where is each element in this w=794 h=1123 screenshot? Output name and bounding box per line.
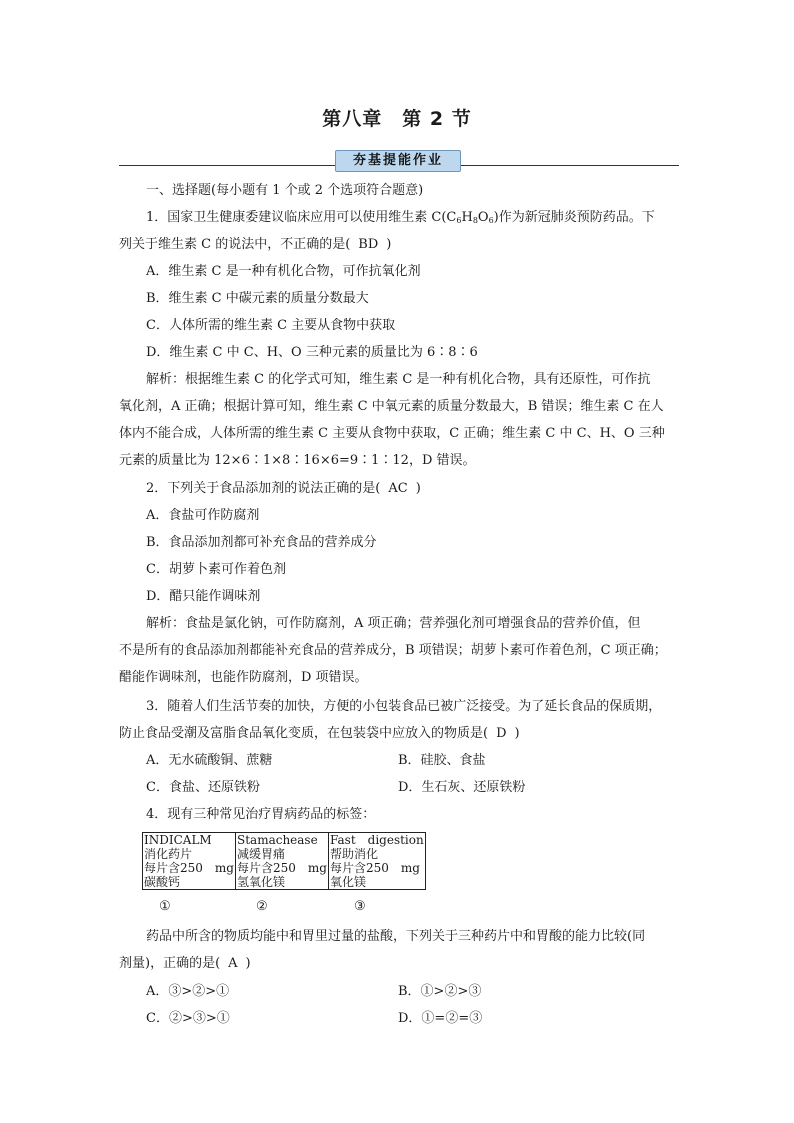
q1-stem-b: )作为新冠肺炎预防药品。下 <box>493 210 655 225</box>
q1-h: H <box>461 210 473 225</box>
q4-option-d: D．①=②=③ <box>398 1011 483 1026</box>
q4-stem: 4．现有三种常见治疗胃病药品的标签： <box>146 807 376 822</box>
q1-option-d: D．维生素 C 中 C、H、O 三种元素的质量比为 6∶8∶6 <box>146 345 478 360</box>
q1-close: ) <box>386 237 392 252</box>
label-marker-2: ② <box>256 899 268 914</box>
q4-option-a: A．③>②>① <box>146 984 230 999</box>
q4-answer: A <box>228 956 238 971</box>
q3-answer: D <box>496 726 507 741</box>
label-use: 减缓胃痛 <box>237 847 286 861</box>
q4-option-b: B．①>②>③ <box>398 984 482 999</box>
q3-stem-line1: 3．随着人们生活节奏的加快，方便的小包装食品已被广泛接受。为了延长食品的保质期， <box>146 699 662 714</box>
q3-stem-line2-text: 防止食品受潮及富脂食品氧化变质，在包装袋中应放入的物质是( <box>119 726 489 741</box>
q1-stem-line2 <box>119 236 391 253</box>
q4-followup-line1: 药品中所含的物质均能中和胃里过量的盐酸，下列关于三种药片中和胃酸的能力比较(同 <box>146 929 646 944</box>
q3-option-b: B．硅胶、食盐 <box>398 753 486 768</box>
page-title: 第八章 第 2 节 <box>322 108 472 130</box>
q1-option-a: A．维生素 C 是一种有机化合物，可作抗氧化剂 <box>146 264 421 279</box>
q3-stem-line2 <box>119 725 520 742</box>
medicine-label <box>329 833 426 890</box>
medicine-label <box>236 833 329 890</box>
q1-answer: BD <box>358 237 379 252</box>
label-ingredient: 氧化镁 <box>330 875 367 889</box>
q2-analysis-line3: 醋能作调味剂，也能作防腐剂，D 项错误。 <box>119 670 368 685</box>
q3-option-d: D．生石灰、还原铁粉 <box>398 780 526 795</box>
label-dose: 每片含250 mg <box>330 861 420 875</box>
q1-sub-o: 6 <box>488 216 494 225</box>
q3-option-a: A．无水硫酸铜、蔗糖 <box>146 753 273 768</box>
label-brand: Stamachease <box>237 833 318 847</box>
q2-option-c: C．胡萝卜素可作着色剂 <box>146 562 286 577</box>
q1-analysis-line3: 体内不能合成，人体所需的维生素 C 主要从食物中获取，C 正确；维生素 C 中 C、H、O 三种 <box>119 426 665 441</box>
q2-analysis-line2: 不是所有的食品添加剂都能补充食品的营养成分，B 项错误；胡萝卜素可作着色剂，C 项正确； <box>119 643 667 658</box>
q4-option-c: C．②>③>① <box>146 1011 230 1026</box>
label-brand: Fast digestion <box>330 833 424 847</box>
q1-stem-line2-text: 列关于维生素 C 的说法中，不正确的是( <box>119 237 351 252</box>
label-dose: 每片含250 mg <box>144 861 234 875</box>
q2-close: ) <box>415 481 421 496</box>
q1-sub-c: 6 <box>456 216 462 225</box>
section-heading: 一、选择题(每小题有 1 个或 2 个选项符合题意) <box>146 183 424 198</box>
label-use: 消化药片 <box>144 847 193 861</box>
medicine-label-table <box>142 832 426 890</box>
label-dose: 每片含250 mg <box>237 861 327 875</box>
q4-followup-line2 <box>119 955 251 972</box>
q2-answer: AC <box>388 481 408 496</box>
q3-option-c: C．食盐、还原铁粉 <box>146 780 260 795</box>
q1-sub-h: 8 <box>472 216 478 225</box>
label-marker-3: ③ <box>354 899 366 914</box>
label-brand: INDICALM <box>144 833 212 847</box>
q2-analysis-line1: 解析：食盐是氯化钠，可作防腐剂，A 项正确；营养强化剂可增强食品的营养价值，但 <box>146 616 641 631</box>
label-ingredient: 氢氧化镁 <box>237 875 286 889</box>
medicine-label <box>143 833 236 890</box>
section-banner: 夯基提能作业 <box>335 150 461 172</box>
q2-stem-text: 2．下列关于食品添加剂的说法正确的是( <box>146 481 381 496</box>
q1-option-b: B．维生素 C 中碳元素的质量分数最大 <box>146 291 369 306</box>
q1-analysis-line2: 氧化剂，A 正确；根据计算可知，维生素 C 中氧元素的质量分数最大，B 错误；维生素 C 在人 <box>119 399 664 414</box>
q2-option-a: A．食盐可作防腐剂 <box>146 508 260 523</box>
label-ingredient: 碳酸钙 <box>144 875 181 889</box>
q1-analysis-line1: 解析：根据维生素 C 的化学式可知，维生素 C 是一种有机化合物，具有还原性，可作抗 <box>146 372 651 387</box>
q2-stem <box>146 480 421 497</box>
q1-o: O <box>477 210 489 225</box>
q1-stem-a: 1．国家卫生健康委建议临床应用可以使用维生素 C(C <box>146 210 457 225</box>
q2-option-b: B．食品添加剂都可补充食品的营养成分 <box>146 535 377 550</box>
q4-close: ) <box>245 956 251 971</box>
label-use: 帮助消化 <box>330 847 379 861</box>
q1-option-c: C．人体所需的维生素 C 主要从食物中获取 <box>146 318 396 333</box>
q4-followup-text: 剂量)，正确的是( <box>119 956 221 971</box>
q1-stem-line1 <box>146 209 655 229</box>
q2-option-d: D．醋只能作调味剂 <box>146 589 261 604</box>
label-marker-1: ① <box>159 899 171 914</box>
q3-close: ) <box>514 726 520 741</box>
q1-analysis-line4: 元素的质量比为 12×6∶1×8∶16×6=9∶1∶12，D 错误。 <box>119 453 476 468</box>
